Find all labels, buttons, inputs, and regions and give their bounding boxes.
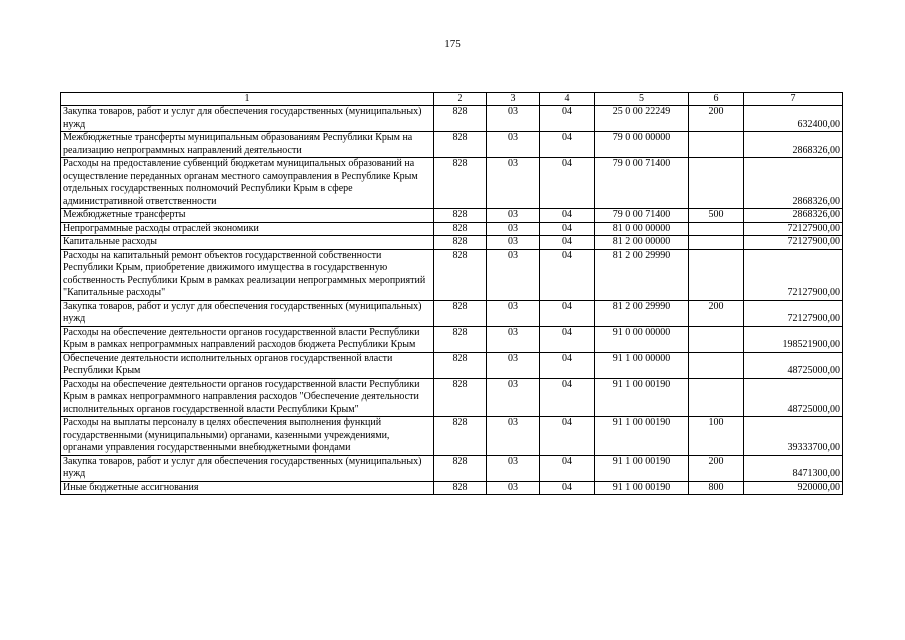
column-header: 5 xyxy=(595,93,689,106)
table-row xyxy=(61,378,843,417)
table-row xyxy=(61,417,843,456)
page-number: 175 xyxy=(444,38,461,50)
target-article-code: 81 2 00 29990 xyxy=(595,300,689,326)
row-name: Закупка товаров, работ и услуг для обеспечения государственных (муниципальных) нужд xyxy=(61,455,434,481)
expense-type-code xyxy=(689,352,744,378)
expense-type-code: 500 xyxy=(689,209,744,223)
amount: 2868326,00 xyxy=(744,132,843,158)
admin-code: 828 xyxy=(434,132,487,158)
admin-code: 828 xyxy=(434,352,487,378)
header-row xyxy=(61,93,843,106)
amount: 8471300,00 xyxy=(744,455,843,481)
expense-type-code xyxy=(689,236,744,250)
target-article-code: 81 2 00 00000 xyxy=(595,236,689,250)
amount: 2868326,00 xyxy=(744,158,843,209)
amount: 2868326,00 xyxy=(744,209,843,223)
admin-code: 828 xyxy=(434,455,487,481)
table-row xyxy=(61,222,843,236)
table-row xyxy=(61,106,843,132)
row-name: Капитальные расходы xyxy=(61,236,434,250)
subsection-code: 04 xyxy=(540,378,595,417)
amount: 39333700,00 xyxy=(744,417,843,456)
admin-code: 828 xyxy=(434,106,487,132)
table-row xyxy=(61,132,843,158)
target-article-code: 79 0 00 71400 xyxy=(595,158,689,209)
admin-code: 828 xyxy=(434,378,487,417)
amount: 48725000,00 xyxy=(744,378,843,417)
table-row xyxy=(61,455,843,481)
section-code: 03 xyxy=(487,222,540,236)
table-row xyxy=(61,236,843,250)
subsection-code: 04 xyxy=(540,417,595,456)
section-code: 03 xyxy=(487,417,540,456)
table-row xyxy=(61,249,843,300)
row-name: Обеспечение деятельности исполнительных органов государственной власти Республики Крым xyxy=(61,352,434,378)
target-article-code: 79 0 00 71400 xyxy=(595,209,689,223)
amount: 72127900,00 xyxy=(744,249,843,300)
target-article-code: 81 0 00 00000 xyxy=(595,222,689,236)
expense-type-code xyxy=(689,158,744,209)
table-row xyxy=(61,209,843,223)
target-article-code: 79 0 00 00000 xyxy=(595,132,689,158)
expense-type-code: 200 xyxy=(689,300,744,326)
subsection-code: 04 xyxy=(540,209,595,223)
target-article-code: 91 1 00 00190 xyxy=(595,455,689,481)
target-article-code: 91 0 00 00000 xyxy=(595,326,689,352)
section-code: 03 xyxy=(487,481,540,495)
expense-type-code xyxy=(689,132,744,158)
expense-type-code: 200 xyxy=(689,455,744,481)
section-code: 03 xyxy=(487,209,540,223)
expense-type-code: 100 xyxy=(689,417,744,456)
expense-type-code xyxy=(689,249,744,300)
section-code: 03 xyxy=(487,326,540,352)
target-article-code: 91 1 00 00190 xyxy=(595,417,689,456)
subsection-code: 04 xyxy=(540,481,595,495)
subsection-code: 04 xyxy=(540,158,595,209)
target-article-code: 91 1 00 00190 xyxy=(595,481,689,495)
section-code: 03 xyxy=(487,249,540,300)
amount: 72127900,00 xyxy=(744,222,843,236)
admin-code: 828 xyxy=(434,222,487,236)
section-code: 03 xyxy=(487,158,540,209)
row-name: Межбюджетные трансферты муниципальным образованиям Республики Крым на реализацию непрограммных направлений деятельности xyxy=(61,132,434,158)
admin-code: 828 xyxy=(434,236,487,250)
target-article-code: 91 1 00 00190 xyxy=(595,378,689,417)
row-name: Иные бюджетные ассигнования xyxy=(61,481,434,495)
amount: 48725000,00 xyxy=(744,352,843,378)
section-code: 03 xyxy=(487,378,540,417)
subsection-code: 04 xyxy=(540,300,595,326)
row-name: Межбюджетные трансферты xyxy=(61,209,434,223)
column-header: 2 xyxy=(434,93,487,106)
row-name: Расходы на обеспечение деятельности органов государственной власти Республики Крым в рамках непрограммных направлений расходов бюджета Республики Крым xyxy=(61,326,434,352)
target-article-code: 91 1 00 00000 xyxy=(595,352,689,378)
expense-type-code xyxy=(689,326,744,352)
table-row xyxy=(61,352,843,378)
section-code: 03 xyxy=(487,132,540,158)
amount: 632400,00 xyxy=(744,106,843,132)
row-name: Расходы на выплаты персоналу в целях обеспечения выполнения функций государственными (муниципальными) органами, казенными учреждениями, органами управления государственными внебюджетными фондами xyxy=(61,417,434,456)
subsection-code: 04 xyxy=(540,326,595,352)
table-row xyxy=(61,326,843,352)
table-row xyxy=(61,158,843,209)
admin-code: 828 xyxy=(434,481,487,495)
expense-type-code xyxy=(689,222,744,236)
section-code: 03 xyxy=(487,106,540,132)
amount: 920000,00 xyxy=(744,481,843,495)
subsection-code: 04 xyxy=(540,455,595,481)
admin-code: 828 xyxy=(434,249,487,300)
section-code: 03 xyxy=(487,352,540,378)
subsection-code: 04 xyxy=(540,106,595,132)
target-article-code: 81 2 00 29990 xyxy=(595,249,689,300)
subsection-code: 04 xyxy=(540,249,595,300)
expense-type-code: 200 xyxy=(689,106,744,132)
section-code: 03 xyxy=(487,455,540,481)
column-header: 7 xyxy=(744,93,843,106)
expense-type-code xyxy=(689,378,744,417)
expense-type-code: 800 xyxy=(689,481,744,495)
budget-table xyxy=(60,92,843,495)
admin-code: 828 xyxy=(434,300,487,326)
admin-code: 828 xyxy=(434,209,487,223)
amount: 72127900,00 xyxy=(744,236,843,250)
subsection-code: 04 xyxy=(540,236,595,250)
column-header: 4 xyxy=(540,93,595,106)
subsection-code: 04 xyxy=(540,132,595,158)
row-name: Расходы на капитальный ремонт объектов государственной собственности Республики Крым, приобретение движимого имущества в государственную собственность Республики Крым в рамках реализации непрограммных мероприятий "Капитальные расходы" xyxy=(61,249,434,300)
row-name: Закупка товаров, работ и услуг для обеспечения государственных (муниципальных) нужд xyxy=(61,300,434,326)
amount: 198521900,00 xyxy=(744,326,843,352)
table-row xyxy=(61,300,843,326)
admin-code: 828 xyxy=(434,417,487,456)
section-code: 03 xyxy=(487,300,540,326)
column-header: 3 xyxy=(487,93,540,106)
row-name: Расходы на предоставление субвенций бюджетам муниципальных образований на осуществление переданных органам местного самоуправления в Республике Крым отдельных государственных полномочий Республики Крым в сфере административной ответственности xyxy=(61,158,434,209)
subsection-code: 04 xyxy=(540,222,595,236)
row-name: Расходы на обеспечение деятельности органов государственной власти Республики Крым в рамках непрограммного направления расходов "Обеспечение деятельности исполнительных органов государственной власти Республики Крым" xyxy=(61,378,434,417)
amount: 72127900,00 xyxy=(744,300,843,326)
column-header: 6 xyxy=(689,93,744,106)
table-row xyxy=(61,481,843,495)
row-name: Непрограммные расходы отраслей экономики xyxy=(61,222,434,236)
admin-code: 828 xyxy=(434,326,487,352)
column-header: 1 xyxy=(61,93,434,106)
target-article-code: 25 0 00 22249 xyxy=(595,106,689,132)
subsection-code: 04 xyxy=(540,352,595,378)
admin-code: 828 xyxy=(434,158,487,209)
section-code: 03 xyxy=(487,236,540,250)
row-name: Закупка товаров, работ и услуг для обеспечения государственных (муниципальных) нужд xyxy=(61,106,434,132)
